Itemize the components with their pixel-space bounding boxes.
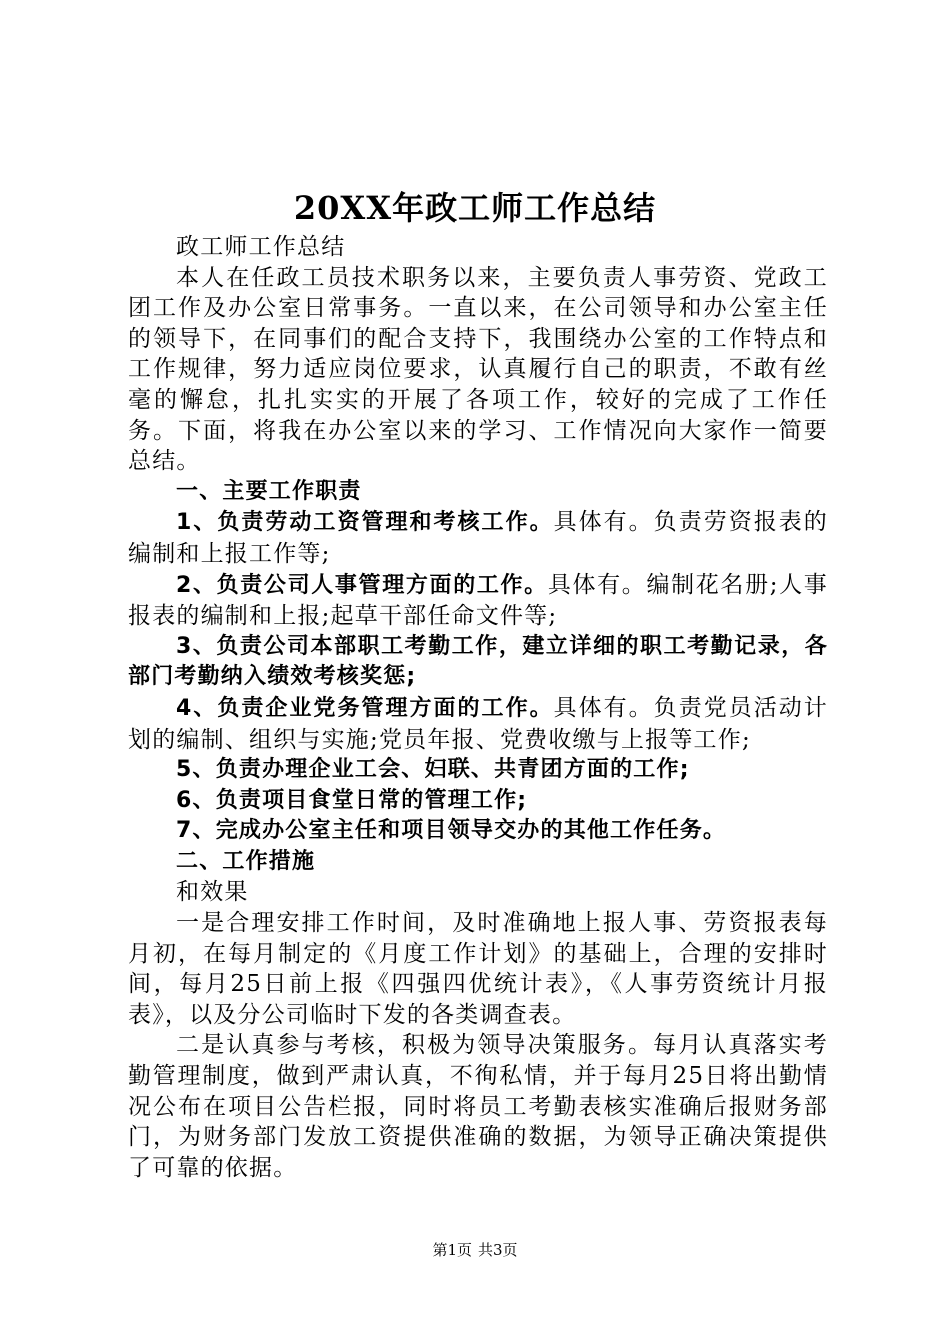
document-body xyxy=(128,232,828,1183)
page-total: 共3页 xyxy=(478,1241,518,1259)
duty-item-lead: 6、负责项目食堂日常的管理工作; xyxy=(176,787,528,813)
duty-item-detail: 具体有。编制花名册;人事报表的编制和上报;起草干部任命文件等; xyxy=(128,571,828,630)
section-subheading: 和效果 xyxy=(176,879,249,906)
duty-item xyxy=(128,786,828,817)
duty-item xyxy=(128,507,828,569)
page-number: 第1页 xyxy=(432,1241,472,1259)
duty-item xyxy=(128,632,828,693)
measure-paragraph-2: 二是认真参与考核，积极为领导决策服务。每月认真落实考勤管理制度，做到严肃认真，不徇私情，并于每月25日将出勤情况公布在项目公告栏报，同时将员工考勤表核实准确后报财务部门，为财务部门发放工资提供准确的数据，为领导正确决策提供了可靠的依据。 xyxy=(128,1032,828,1181)
section-heading-duties: 一、主要工作职责 xyxy=(176,478,362,504)
document-title: 20XX年政工师工作总结 xyxy=(293,189,657,227)
duty-item xyxy=(128,816,828,847)
intro-paragraph: 本人在任政工员技术职务以来，主要负责人事劳资、党政工团工作及办公室日常事务。一直以来，在公司领导和办公室主任的领导下，在同事们的配合支持下，我围绕办公室的工作特点和工作规律，努力适应岗位要求，认真履行自己的职责，不敢有丝毫的懈怠，扎扎实实的开展了各项工作，较好的完成了工作任务。下面，将我在办公室以来的学习、工作情况向大家作一简要总结。 xyxy=(128,264,828,475)
duty-item xyxy=(128,570,828,632)
subtitle: 政工师工作总结 xyxy=(176,234,346,260)
duty-item-lead: 3、负责公司本部职工考勤工作，建立详细的职工考勤记录，各部门考勤纳入绩效考核奖惩; xyxy=(128,633,828,690)
duty-item xyxy=(128,755,828,786)
duty-item-lead: 4、负责企业党务管理方面的工作。 xyxy=(176,695,554,721)
duty-item-detail: 具体有。负责劳资报表的编制和上报工作等; xyxy=(128,509,828,567)
measure-paragraph-1: 一是合理安排工作时间，及时准确地上报人事、劳资报表每月初，在每月制定的《月度工作计划》的基础上，合理的安排时间，每月25日前上报《四强四优统计表》，《人事劳资统计月报表》，以及分公司临时下发的各类调查表。 xyxy=(128,910,828,1028)
duty-item-detail: 具体有。负责党员活动计划的编制、组织与实施;党员年报、党费收缴与上报等工作; xyxy=(128,694,828,753)
duty-item-lead: 5、负责办理企业工会、妇联、共青团方面的工作; xyxy=(176,757,690,783)
duty-item xyxy=(128,693,828,755)
section-heading-measures: 二、工作措施 xyxy=(176,848,316,874)
duty-item-lead: 2、负责公司人事管理方面的工作。 xyxy=(176,572,548,598)
page-footer xyxy=(0,1240,950,1260)
duty-item-lead: 1、负责劳动工资管理和考核工作。 xyxy=(176,510,554,536)
duty-item-lead: 7、完成办公室主任和项目领导交办的其他工作任务。 xyxy=(176,818,727,844)
